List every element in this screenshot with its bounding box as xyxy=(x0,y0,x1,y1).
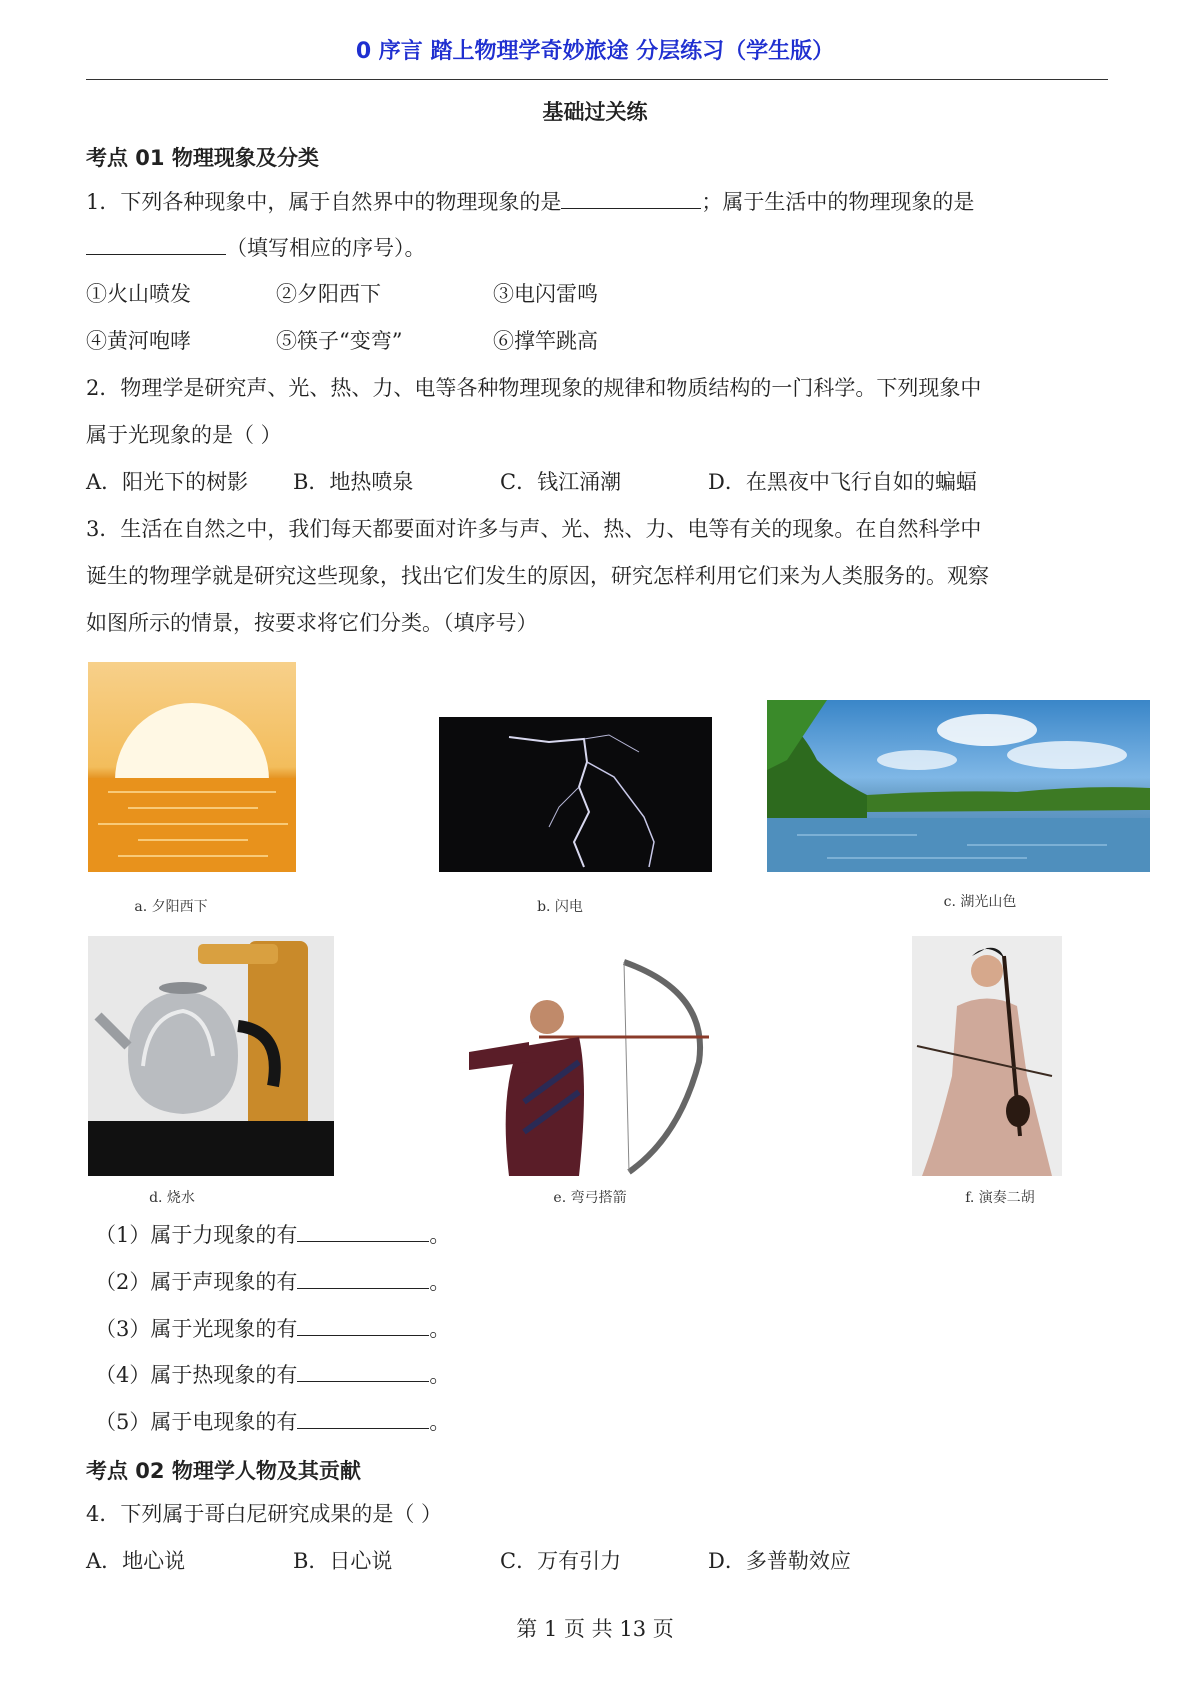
question-4-options xyxy=(86,1547,1086,1575)
archer-image xyxy=(469,952,728,1176)
question-3-line-3: 如图所示的情景，按要求将它们分类。（填序号） xyxy=(86,611,538,635)
sub-question-4-text: （4）属于热现象的有 xyxy=(95,1363,298,1387)
item-2: ②夕阳西下 xyxy=(276,282,381,306)
sub-question-3 xyxy=(95,1313,450,1343)
answer-blank[interactable] xyxy=(297,1268,429,1289)
caption-b: b. 闪电 xyxy=(537,899,583,915)
caption-f: f. 演奏二胡 xyxy=(965,1190,1035,1206)
sub-question-5-text: （5）属于电现象的有 xyxy=(95,1410,298,1434)
option-b[interactable]: B．地热喷泉 xyxy=(293,470,414,494)
option-a[interactable]: A．阳光下的树影 xyxy=(86,470,249,494)
answer-blank[interactable] xyxy=(297,1408,429,1429)
kettle-image xyxy=(88,936,334,1176)
period: 。 xyxy=(429,1223,451,1247)
period: 。 xyxy=(429,1410,451,1434)
question-2-line-1: 2．物理学是研究声、光、热、力、电等各种物理现象的规律和物质结构的一门科学。下列现象中 xyxy=(86,376,982,400)
answer-blank[interactable] xyxy=(297,1361,429,1382)
header-divider xyxy=(86,79,1108,80)
option-c[interactable]: C．钱江涌潮 xyxy=(500,470,622,494)
answer-blank[interactable] xyxy=(297,1221,429,1242)
question-1-text-a: 1．下列各种现象中，属于自然界中的物理现象的是 xyxy=(86,190,562,214)
sunset-graphic xyxy=(88,662,296,872)
question-1-items-row-1 xyxy=(86,280,1086,308)
item-5: ⑤筷子“变弯” xyxy=(276,329,403,353)
period: 。 xyxy=(429,1317,451,1341)
sub-question-1 xyxy=(95,1219,450,1249)
sub-question-5 xyxy=(95,1406,450,1436)
question-1-line-2 xyxy=(86,234,426,262)
question-1-text-c: （填写相应的序号）。 xyxy=(226,236,426,260)
lightning-image xyxy=(439,717,712,872)
caption-d: d. 烧水 xyxy=(149,1190,195,1206)
erhu-player-graphic xyxy=(912,936,1062,1176)
caption-e: e. 弯弓搭箭 xyxy=(553,1190,627,1206)
question-2-line-2: 属于光现象的是（ ） xyxy=(86,423,282,447)
lightning-graphic xyxy=(439,717,712,872)
answer-blank[interactable] xyxy=(86,234,226,255)
item-1: ①火山喷发 xyxy=(86,282,191,306)
question-1-text-b: ；属于生活中的物理现象的是 xyxy=(701,190,975,214)
lake-image xyxy=(767,700,1150,872)
sub-question-1-text: （1）属于力现象的有 xyxy=(95,1223,298,1247)
page-footer: 第 1 页 共 13 页 xyxy=(516,1617,674,1641)
question-3-line-1: 3．生活在自然之中，我们每天都要面对许多与声、光、热、力、电等有关的现象。在自然科学中 xyxy=(86,517,982,541)
sub-question-4 xyxy=(95,1359,450,1389)
question-3-line-2: 诞生的物理学就是研究这些现象，找出它们发生的原因，研究怎样利用它们来为人类服务的。观察 xyxy=(86,564,989,588)
knowledge-point-2-title: 考点 02 物理学人物及其贡献 xyxy=(86,1459,361,1483)
answer-blank[interactable] xyxy=(297,1315,429,1336)
sub-question-2 xyxy=(95,1266,450,1296)
item-3: ③电闪雷鸣 xyxy=(493,282,598,306)
archer-graphic xyxy=(469,952,728,1176)
period: 。 xyxy=(429,1363,451,1387)
sub-question-3-text: （3）属于光现象的有 xyxy=(95,1317,298,1341)
option-d[interactable]: D．在黑夜中飞行自如的蝙蝠 xyxy=(708,470,977,494)
item-4: ④黄河咆哮 xyxy=(86,329,191,353)
question-1-items-row-2 xyxy=(86,327,1086,355)
question-4-line-1: 4．下列属于哥白尼研究成果的是（ ） xyxy=(86,1502,443,1526)
knowledge-point-1-title: 考点 01 物理现象及分类 xyxy=(86,146,319,170)
option-b[interactable]: B．日心说 xyxy=(293,1549,393,1573)
period: 。 xyxy=(429,1270,451,1294)
option-d[interactable]: D．多普勒效应 xyxy=(708,1549,851,1573)
option-a[interactable]: A．地心说 xyxy=(86,1549,186,1573)
lake-graphic xyxy=(767,700,1150,872)
sub-question-2-text: （2）属于声现象的有 xyxy=(95,1270,298,1294)
question-1-line-1 xyxy=(86,188,974,216)
kettle-graphic xyxy=(88,936,334,1176)
item-6: ⑥撑竿跳高 xyxy=(493,329,598,353)
answer-blank[interactable] xyxy=(561,188,701,209)
question-2-options xyxy=(86,468,1086,496)
sunset-image xyxy=(88,662,296,872)
caption-c: c. 湖光山色 xyxy=(943,894,1017,910)
caption-a: a. 夕阳西下 xyxy=(134,899,208,915)
erhu-player-image xyxy=(912,936,1062,1176)
section-title: 基础过关练 xyxy=(542,100,648,124)
document-header-title: 0 序言 踏上物理学奇妙旅途 分层练习（学生版） xyxy=(355,39,835,64)
option-c[interactable]: C．万有引力 xyxy=(500,1549,622,1573)
